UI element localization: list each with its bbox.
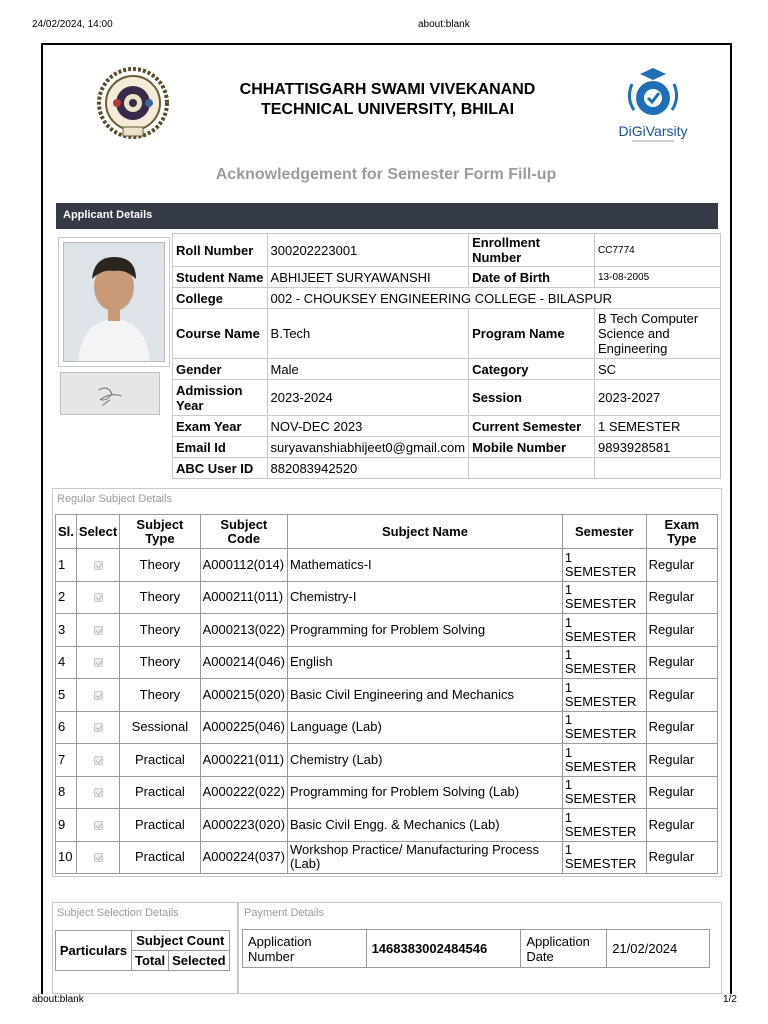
digivarsity-logo [612,68,694,148]
program-label: Program Name [469,309,595,359]
subject-select-checkbox[interactable] [76,549,119,582]
subject-count-header: Subject Count [132,931,230,951]
subject-exam-type: Regular [646,646,717,679]
applicant-details-table [172,233,721,479]
dob-value: 13-08-2005 [595,267,721,288]
checkbox-checked-icon[interactable] [94,723,103,732]
subject-type: Practical [120,841,200,874]
subject-select-checkbox[interactable] [76,711,119,744]
col-semester: Semester [562,515,646,549]
subject-semester: 1 SEMESTER [562,711,646,744]
subject-select-checkbox[interactable] [76,776,119,809]
subject-type: Theory [120,549,200,582]
subject-name: Workshop Practice/ Manufacturing Process (Lab) [288,841,563,874]
subject-select-checkbox[interactable] [76,581,119,614]
details-row [173,380,721,416]
subject-type: Practical [120,809,200,842]
mobile-value: 9893928581 [595,437,721,458]
subject-type: Theory [120,679,200,712]
details-row [173,309,721,359]
course-value: B.Tech [267,309,469,359]
details-row [173,359,721,380]
checkbox-checked-icon[interactable] [94,626,103,635]
subject-sl: 5 [56,679,77,712]
subject-code: A000224(037) [200,841,287,874]
applicant-photo [63,242,165,362]
application-number-value: 1468383002484546 [366,930,521,968]
roll-number-value: 300202223001 [267,234,469,267]
subjects-table [55,514,718,874]
checkbox-checked-icon[interactable] [94,691,103,700]
current-semester-value: 1 SEMESTER [595,416,721,437]
details-row [173,458,721,479]
subject-sl: 6 [56,711,77,744]
subject-exam-type: Regular [646,744,717,777]
subject-select-checkbox[interactable] [76,679,119,712]
subject-select-checkbox[interactable] [76,841,119,874]
abc-id-label: ABC User ID [173,458,268,479]
subject-row [56,809,718,842]
subject-row [56,744,718,777]
payment-title: Payment Details [244,907,325,919]
checkbox-checked-icon[interactable] [94,561,103,570]
subject-sl: 3 [56,614,77,647]
subject-semester: 1 SEMESTER [562,549,646,582]
university-seal-logo [97,67,169,143]
checkbox-checked-icon[interactable] [94,593,103,602]
abc-id-value: 882083942520 [267,458,469,479]
subject-type: Sessional [120,711,200,744]
applicant-details-header: Applicant Details [56,203,718,229]
college-value: 002 - CHOUKSEY ENGINEERING COLLEGE - BILASPUR [267,288,720,309]
subject-selection-table [55,930,230,971]
subject-name: Chemistry-I [288,581,563,614]
subject-row [56,581,718,614]
subject-type: Theory [120,581,200,614]
subject-semester: 1 SEMESTER [562,581,646,614]
total-header: Total [132,951,169,971]
subject-exam-type: Regular [646,841,717,874]
gender-value: Male [267,359,469,380]
email-label: Email Id [173,437,268,458]
subject-selection-title: Subject Selection Details [57,907,179,919]
empty-cell [469,458,595,479]
subject-code: A000222(022) [200,776,287,809]
checkbox-checked-icon[interactable] [94,853,103,862]
subject-semester: 1 SEMESTER [562,614,646,647]
digivarsity-logo-text: DiGiVarsity [618,123,688,139]
subject-row [56,841,718,874]
subject-select-checkbox[interactable] [76,646,119,679]
subject-code: A000213(022) [200,614,287,647]
subject-semester: 1 SEMESTER [562,679,646,712]
selected-header: Selected [169,951,229,971]
subject-exam-type: Regular [646,679,717,712]
email-value: suryavanshiabhijeet0@gmail.com [267,437,469,458]
details-row [173,288,721,309]
session-label: Session [469,380,595,416]
subject-code: A000225(046) [200,711,287,744]
checkbox-checked-icon[interactable] [94,821,103,830]
subject-type: Theory [120,646,200,679]
roll-number-label: Roll Number [173,234,268,267]
subject-row [56,549,718,582]
subject-select-checkbox[interactable] [76,744,119,777]
checkbox-checked-icon[interactable] [94,756,103,765]
particulars-header: Particulars [56,931,132,971]
subject-semester: 1 SEMESTER [562,744,646,777]
subject-exam-type: Regular [646,581,717,614]
student-name-label: Student Name [173,267,268,288]
application-date-label: Application Date [521,930,607,968]
application-date-value: 21/02/2024 [607,930,710,968]
details-row [173,437,721,458]
subject-code: A000221(011) [200,744,287,777]
subject-code: A000215(020) [200,679,287,712]
subject-type: Practical [120,776,200,809]
applicant-photo-frame [58,237,170,367]
subject-type: Practical [120,744,200,777]
subject-row [56,614,718,647]
subject-row [56,646,718,679]
checkbox-checked-icon[interactable] [94,788,103,797]
enrollment-value: CC7774 [595,234,721,267]
program-value: B Tech Computer Science and Engineering [595,309,721,359]
subject-name: Basic Civil Engineering and Mechanics [288,679,563,712]
subject-exam-type: Regular [646,711,717,744]
subject-sl: 1 [56,549,77,582]
session-value: 2023-2027 [595,380,721,416]
current-semester-label: Current Semester [469,416,595,437]
subject-exam-type: Regular [646,549,717,582]
subject-name: Mathematics-I [288,549,563,582]
print-datetime: 24/02/2024, 14:00 [32,19,113,30]
subject-code: A000211(011) [200,581,287,614]
exam-year-value: NOV-DEC 2023 [267,416,469,437]
empty-cell [595,458,721,479]
subject-semester: 1 SEMESTER [562,646,646,679]
subject-sl: 4 [56,646,77,679]
subject-exam-type: Regular [646,809,717,842]
form-title: Acknowledgement for Semester Form Fill-up [215,166,557,183]
admission-year-value: 2023-2024 [267,380,469,416]
col-exam-type: Exam Type [646,515,717,549]
col-subject-code: Subject Code [200,515,287,549]
subject-semester: 1 SEMESTER [562,776,646,809]
col-select: Select [76,515,119,549]
exam-year-label: Exam Year [173,416,268,437]
col-sl: Sl. [56,515,77,549]
subject-name: Programming for Problem Solving [288,614,563,647]
subject-exam-type: Regular [646,776,717,809]
col-subject-name: Subject Name [288,515,563,549]
subject-type: Theory [120,614,200,647]
subject-name: Programming for Problem Solving (Lab) [288,776,563,809]
subject-row [56,711,718,744]
subject-semester: 1 SEMESTER [562,841,646,874]
subject-name: Language (Lab) [288,711,563,744]
details-row [173,267,721,288]
subject-code: A000214(046) [200,646,287,679]
dob-label: Date of Birth [469,267,595,288]
footer-page-number: 1/2 [723,994,737,1005]
footer-url: about:blank [32,994,84,1005]
university-title [195,80,580,120]
col-subject-type: Subject Type [120,515,200,549]
mobile-label: Mobile Number [469,437,595,458]
subject-sl: 7 [56,744,77,777]
course-label: Course Name [173,309,268,359]
subject-select-checkbox[interactable] [76,614,119,647]
category-value: SC [595,359,721,380]
subject-semester: 1 SEMESTER [562,809,646,842]
subject-name: Basic Civil Engg. & Mechanics (Lab) [288,809,563,842]
details-row [173,234,721,267]
subject-sl: 8 [56,776,77,809]
gender-label: Gender [173,359,268,380]
application-number-label: Application Number [243,930,367,968]
subject-sl: 2 [56,581,77,614]
subject-sl: 9 [56,809,77,842]
subject-exam-type: Regular [646,614,717,647]
category-label: Category [469,359,595,380]
subject-details-title: Regular Subject Details [57,493,172,505]
subject-name: Chemistry (Lab) [288,744,563,777]
subject-code: A000112(014) [200,549,287,582]
subject-select-checkbox[interactable] [76,809,119,842]
admission-year-label: Admission Year [173,380,268,416]
subject-row [56,679,718,712]
payment-table [242,929,710,968]
college-label: College [173,288,268,309]
student-name-value: ABHIJEET SURYAWANSHI [267,267,469,288]
subject-sl: 10 [56,841,77,874]
checkbox-checked-icon[interactable] [94,658,103,667]
details-row [173,416,721,437]
print-url: about:blank [418,19,470,30]
university-title-line1: CHHATTISGARH SWAMI VIVEKANAND [239,81,536,98]
subject-row [56,776,718,809]
subject-code: A000223(020) [200,809,287,842]
enrollment-label: Enrollment Number [469,234,595,267]
subject-name: English [288,646,563,679]
applicant-signature [60,372,160,415]
university-title-line2: TECHNICAL UNIVERSITY, BHILAI [260,101,515,118]
